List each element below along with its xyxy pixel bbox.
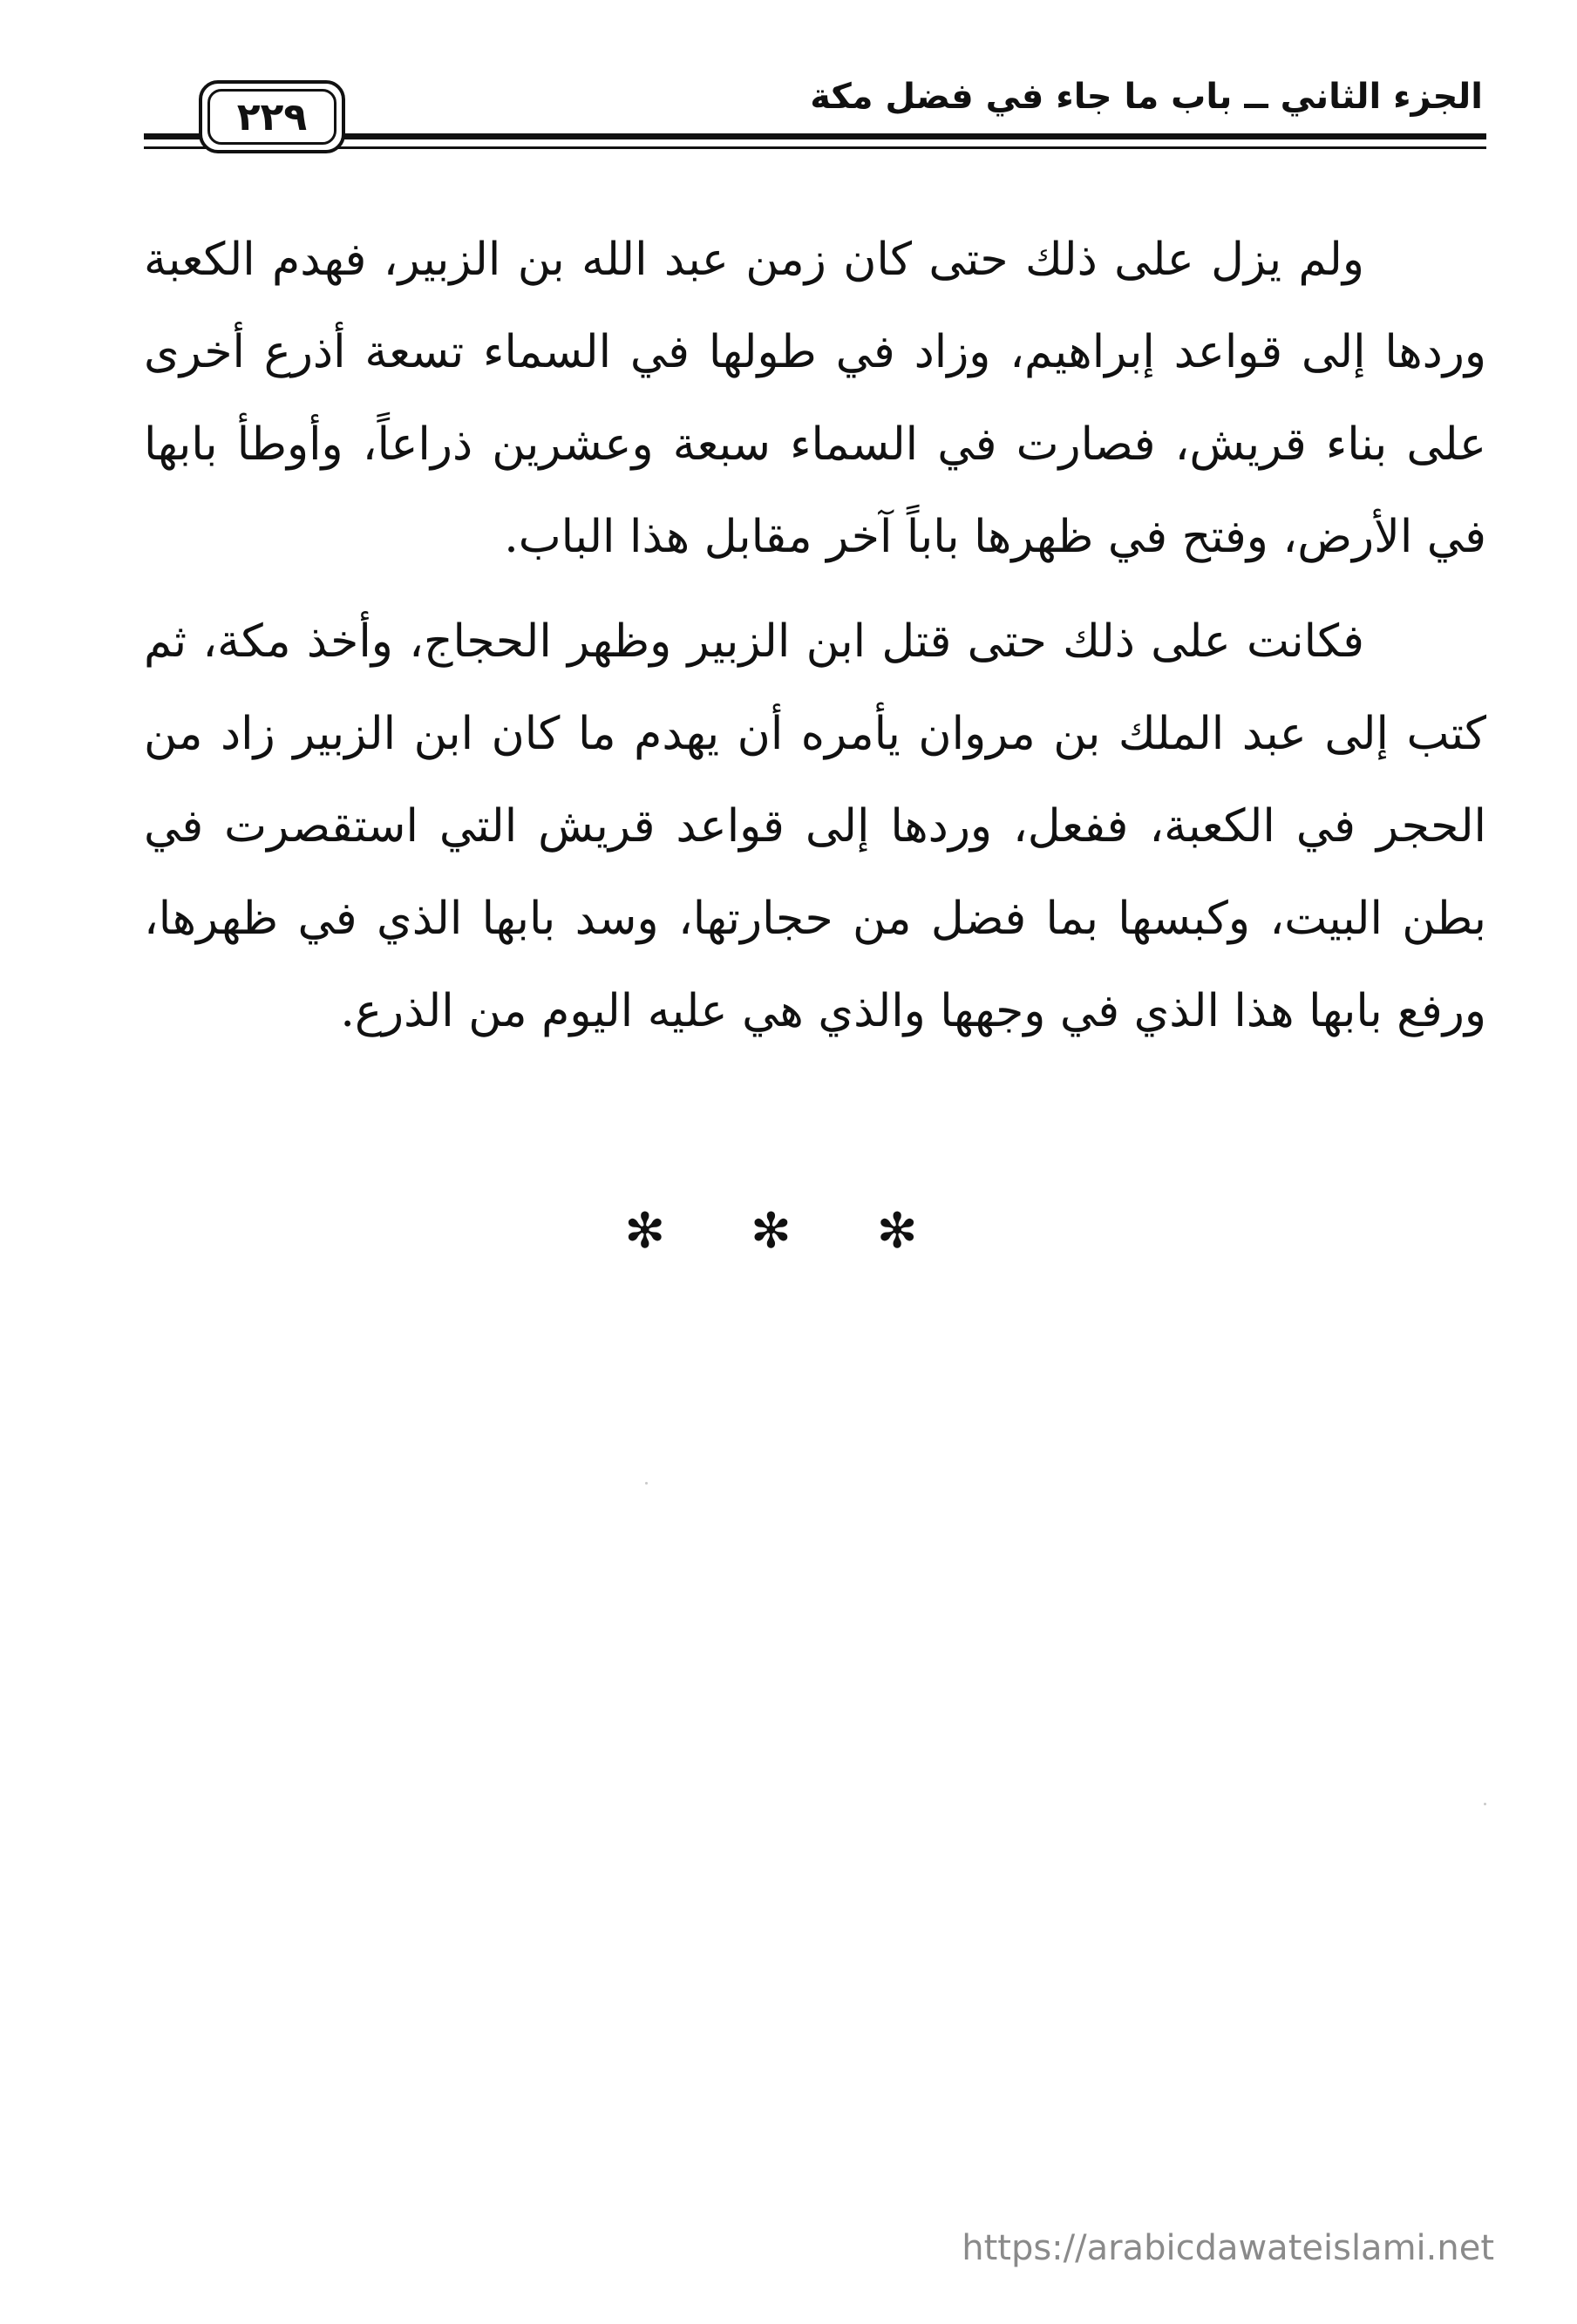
section-break-asterisks: ✻ ✻ ✻ — [624, 1203, 953, 1260]
paragraph-1: ولم يزل على ذلك حتى كان زمن عبد الله بن الزبير، فهدم الكعبة وردها إلى قواعد إبراهيم، وزاد في طولها في السماء تسعة أذرع أخرى على بناء قريش، فصارت في السماء سبعة وعشرين ذراعاً، وأوطأ بابها في الأرض، وفتح في ظهرها باباً آخر مقابل هذا الباب. — [144, 234, 1486, 563]
header-rule-thick — [144, 133, 1486, 139]
page-number-frame — [199, 80, 345, 153]
body-text — [144, 214, 1486, 1057]
header-rule-thin — [144, 146, 1486, 149]
page-number: ٢٢٩ — [207, 89, 336, 145]
paragraph-2: فكانت على ذلك حتى قتل ابن الزبير وظهر الحجاج، وأخذ مكة، ثم كتب إلى عبد الملك بن مروان يأمره أن يهدم ما كان ابن الزبير زاد من الحجر في الكعبة، ففعل، وردها إلى قواعد قريش التي استقصرت في بطن البيت، وكبسها بما فضل من حجارتها، وسد بابها الذي في ظهرها، ورفع بابها هذا الذي في وجهها والذي هي عليه اليوم من الذرع. — [144, 615, 1486, 1037]
scan-speck — [1484, 1803, 1486, 1805]
scan-speck — [645, 1482, 648, 1485]
running-head-title: الجزء الثاني ــ باب ما جاء في فضل مكة — [810, 77, 1483, 117]
watermark-url: https://arabicdawateislami.net — [962, 2228, 1494, 2268]
